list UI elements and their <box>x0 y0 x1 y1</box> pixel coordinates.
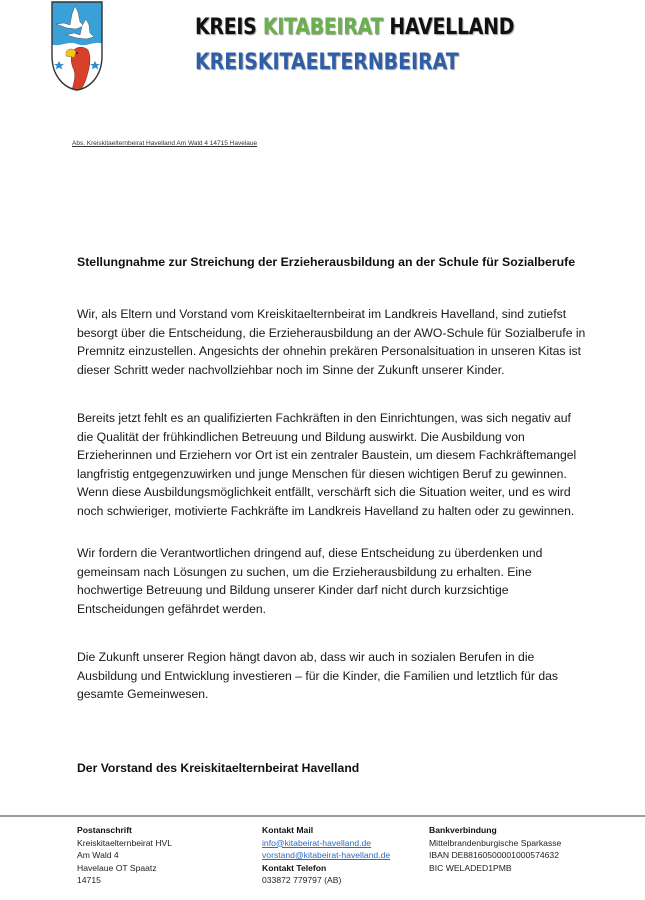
paragraph-line: Wir fordern die Verantwortlichen dringend auf, diese Entscheidung zu überdenken und <box>77 546 543 560</box>
bank-bic: BIC WELADED1PMB <box>429 862 512 873</box>
havelland-coat-of-arms-icon <box>50 0 104 92</box>
letter-subject: Stellungnahme zur Streichung der Erzieherausbildung an der Schule für Sozialberufe <box>77 255 576 269</box>
paragraph-line: Die Zukunft unserer Region hängt davon ab, dass wir auch in sozialen Berufen in die <box>77 650 535 664</box>
paragraph-line: Ausbildung und Entwicklung investieren – für die Kinder, die Familien und letztlich für das <box>77 668 559 683</box>
footer-divider <box>0 815 645 817</box>
paragraph-line: noch schwieriger, motivierte Fachkräfte im Landkreis Havelland zu halten oder zu gewinnen. <box>77 503 575 518</box>
sender-address-line: Abs. Kreiskitaelternbeirat Havelland Am Wald 4 14715 Havelaue <box>72 140 258 147</box>
title-kitabeirat: KITABEIRAT <box>262 15 384 40</box>
phone-number: 033872 779797 (AB) <box>262 875 342 886</box>
paragraph-line: Wenn diese Ausbildungsmöglichkeit entfällt, verschärft sich die Situation weiter, und es wird <box>77 485 571 499</box>
paragraph-line: Premnitz einzustellen. Angesichts der ohnehin prekären Personalsituation in unseren Kitas ist <box>77 344 582 358</box>
paragraph-line: Erzieherinnen und Erziehern vor Ort ist ein zentraler Baustein, um diesem Fachkräftemangel <box>77 448 577 462</box>
phone-heading: Kontakt Telefon <box>262 862 327 873</box>
mail-heading: Kontakt Mail <box>262 825 314 835</box>
organization-subtitle: KREISKITAELTERNBEIRAT <box>195 50 459 75</box>
paragraph-line: gemeinsam nach Lösungen zu suchen, um die Erzieherausbildung zu erhalten. Eine <box>77 564 532 579</box>
paragraph-line: hochwertige Betreuung und Bildung unserer Kinder darf nicht durch kurzsichtige <box>77 583 509 597</box>
title-kreis: KREIS <box>195 15 263 40</box>
title-havelland: HAVELLAND <box>383 15 515 40</box>
organization-title <box>195 15 514 40</box>
paragraph-3 <box>77 544 637 618</box>
paragraph-4 <box>77 648 637 704</box>
paragraph-line: Bereits jetzt fehlt es an qualifizierten Fachkräften in den Einrichtungen, was sich negativ auf <box>77 411 571 425</box>
postal-line: Kreiskitaelternbeirat HVL <box>77 837 173 848</box>
paragraph-line: Entscheidungen gefährdet werden. <box>77 601 267 616</box>
paragraph-line: gesamte Gemeinwesen. <box>77 687 209 701</box>
bank-name: Mittelbrandenburgische Sparkasse <box>429 837 562 848</box>
paragraph-line: Wir, als Eltern und Vorstand vom Kreiskitaelternbeirat im Landkreis Havelland, sind zutiefst <box>77 307 567 321</box>
footer-postal <box>77 824 172 887</box>
paragraph-line: langfristig entgegenzuwirken und junge Menschen für diesen wichtigen Beruf zu gewinnen. <box>77 466 567 481</box>
bank-iban: IBAN DE88160500001000574632 <box>429 850 559 861</box>
postal-line: Am Wald 4 <box>77 850 119 861</box>
paragraph-1 <box>77 305 637 379</box>
paragraph-line: dieser Schritt weder nachvollziehbar noch im Sinne der Zukunft unserer Kinder. <box>77 362 505 377</box>
email-vorstand-link[interactable]: vorstand@kitabeirat-havelland.de <box>262 850 391 861</box>
email-info-link[interactable]: info@kitabeirat-havelland.de <box>262 837 372 848</box>
footer-bank <box>429 824 561 874</box>
postal-line: Havelaue OT Spaatz <box>77 862 157 873</box>
signature: Der Vorstand des Kreiskitaelternbeirat Havelland <box>77 761 360 775</box>
footer-contact <box>262 824 390 887</box>
paragraph-2 <box>77 409 637 520</box>
paragraph-line: besorgt über die Entscheidung, die Erzieherausbildung an der AWO-Schule für Sozialberufe in <box>77 325 586 340</box>
paragraph-line: die Qualität der frühkindlichen Betreuung und Bildung auswirkt. Die Ausbildung von <box>77 429 525 444</box>
postal-heading: Postanschrift <box>77 825 132 835</box>
postal-line: 14715 <box>77 875 101 886</box>
bank-heading: Bankverbindung <box>429 825 497 835</box>
